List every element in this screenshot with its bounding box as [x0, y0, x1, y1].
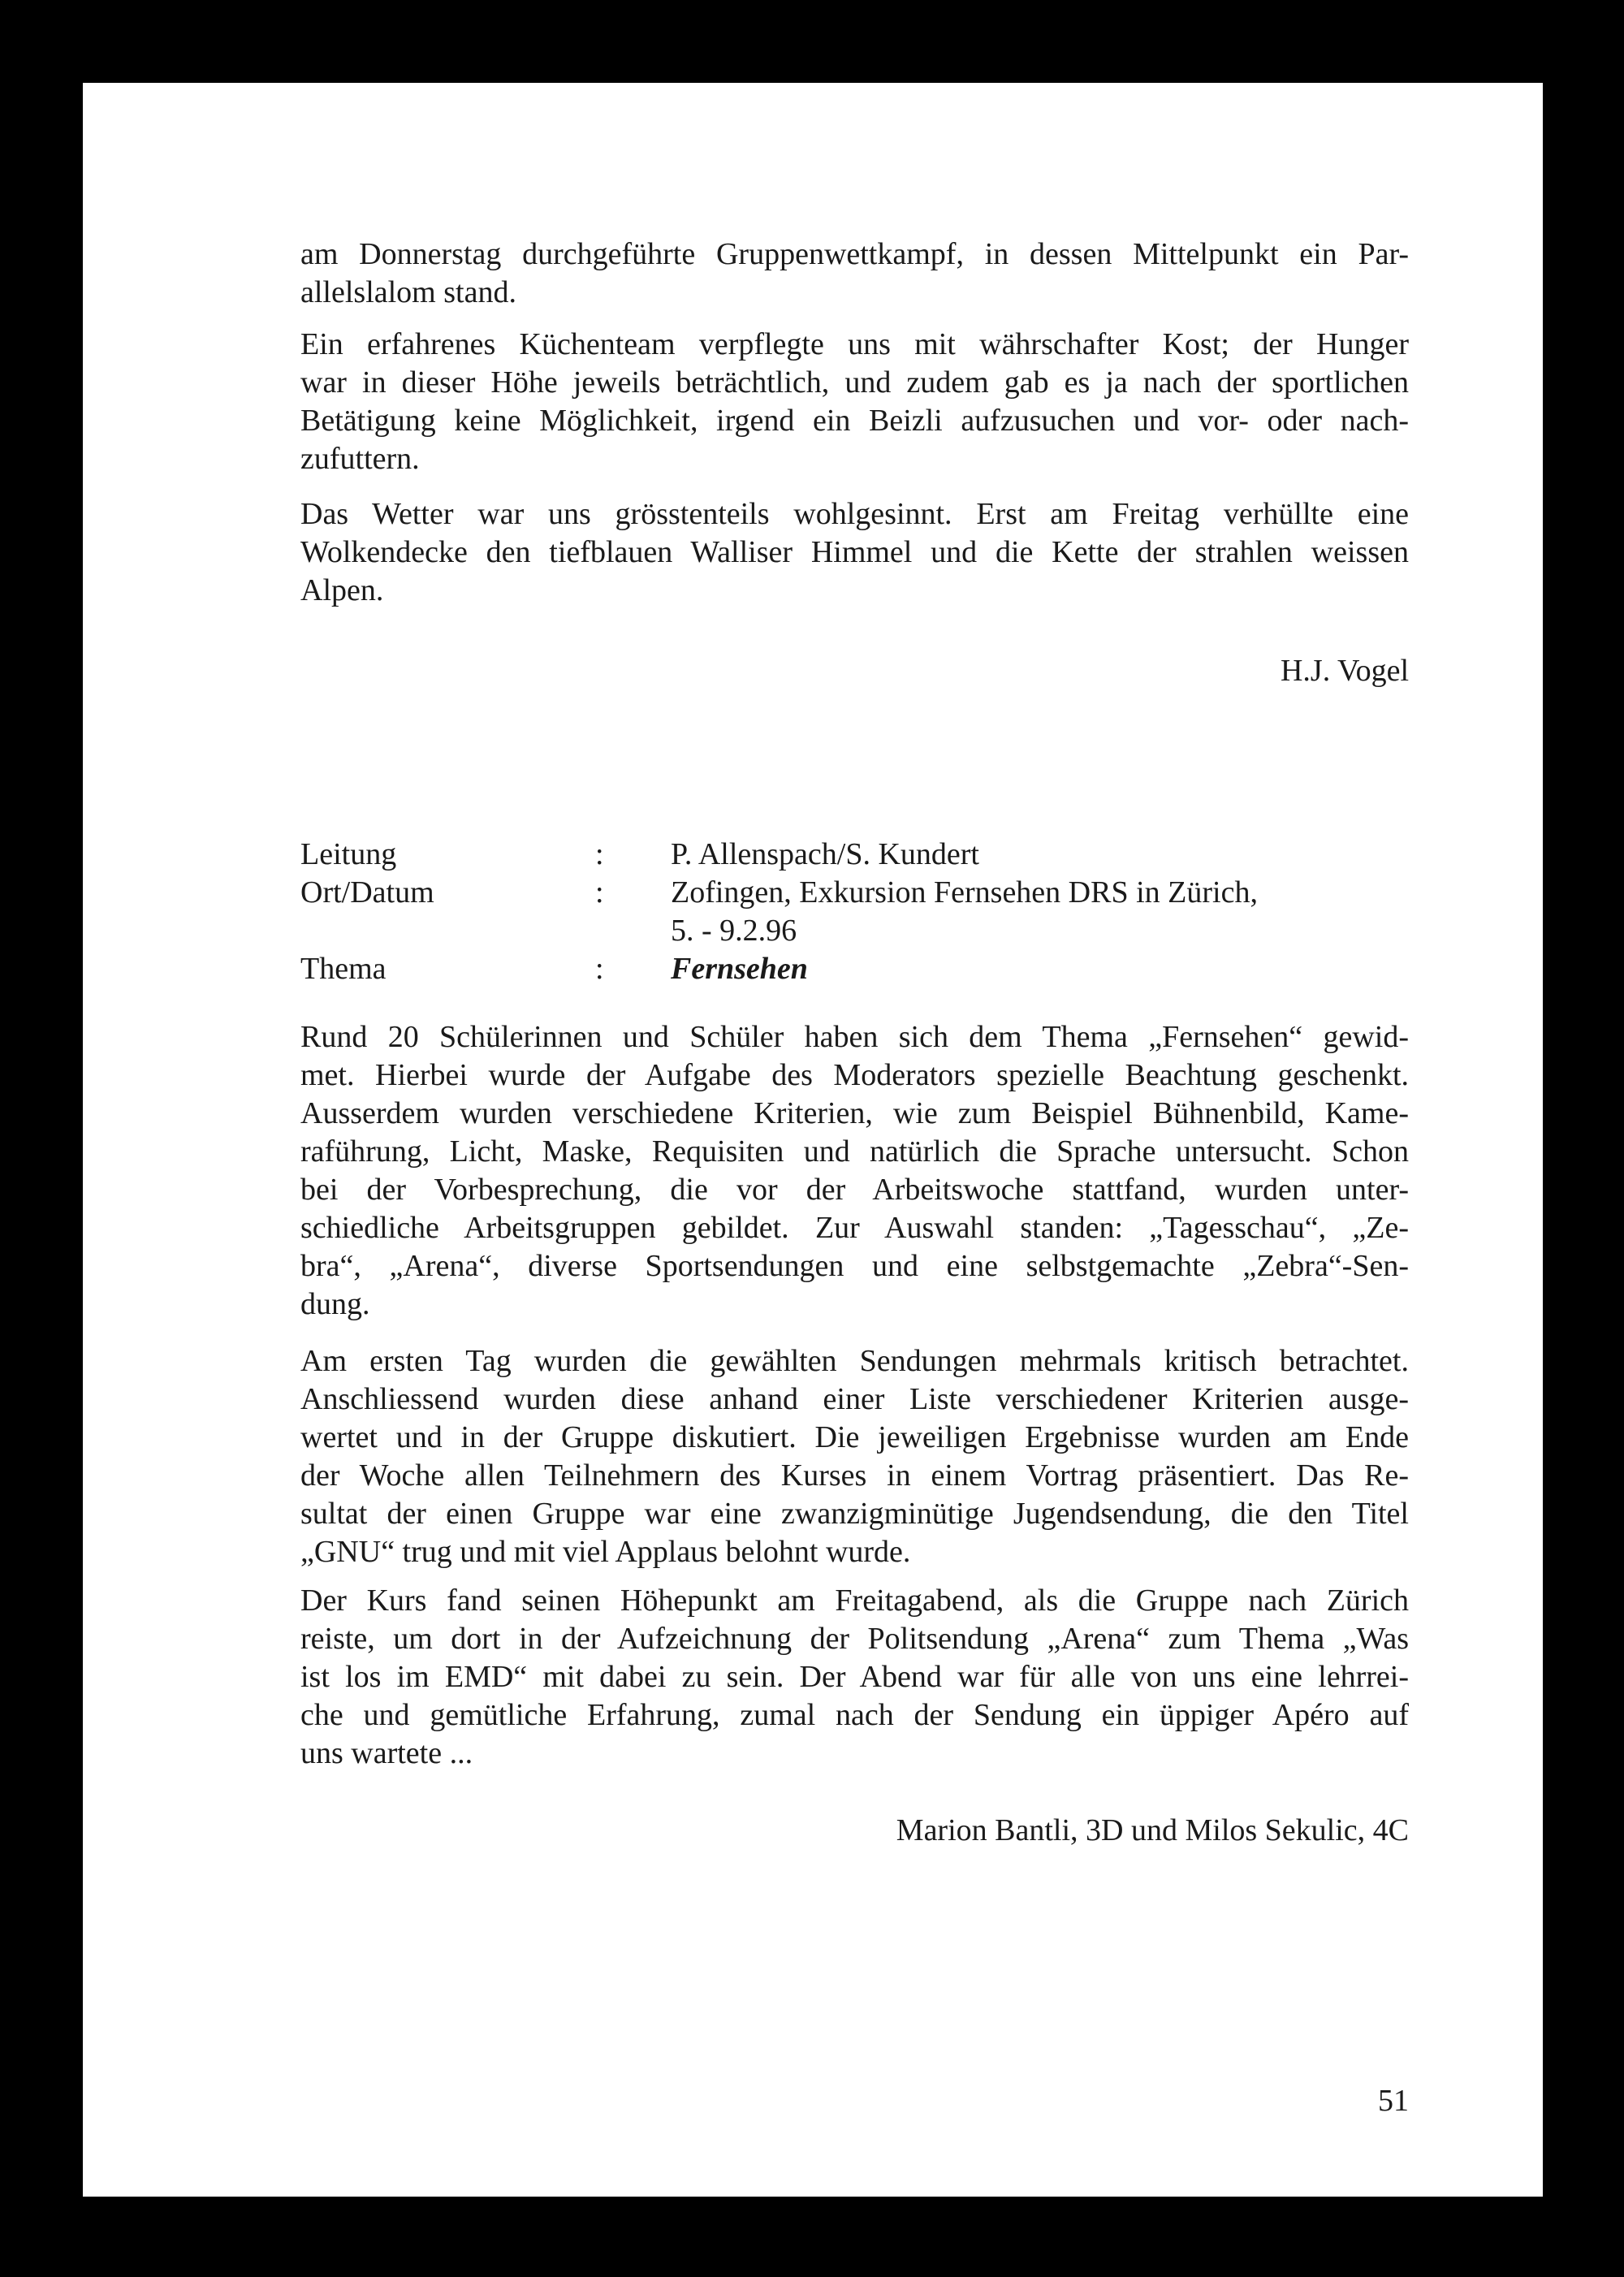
paragraph: [300, 1342, 1409, 1571]
text-line: war in dieser Höhe jeweils beträchtlich, und zudem gab es ja nach der sportlichen: [300, 365, 1409, 400]
paragraph: [300, 1582, 1409, 1773]
info-value: Zofingen, Exkursion Fernsehen DRS in Zürich,: [671, 875, 1258, 910]
info-value: P. Allenspach/S. Kundert: [671, 837, 979, 871]
text-line: schiedliche Arbeitsgruppen gebildet. Zur Auswahl standen: „Tagesschau“, „Ze-: [300, 1211, 1409, 1245]
info-colon: :: [595, 875, 604, 910]
info-value: Fernsehen: [671, 952, 808, 986]
author-signature: H.J. Vogel: [1280, 654, 1409, 688]
document-page: [83, 83, 1543, 2197]
paragraph: [300, 326, 1409, 478]
paragraph: [300, 1018, 1409, 1324]
text-line: Anschliessend wurden diese anhand einer Liste verschiedener Kriterien ausge-: [300, 1382, 1409, 1416]
text-line: Ausserdem wurden verschiedene Kriterien, wie zum Beispiel Bühnenbild, Kame-: [300, 1096, 1409, 1130]
text-line: Betätigung keine Möglichkeit, irgend ein Beizli aufzusuchen und vor- oder nach-: [300, 404, 1409, 438]
text-line: Alpen.: [300, 573, 384, 607]
info-label: Thema: [300, 952, 387, 986]
info-colon: :: [595, 952, 604, 986]
text-line: am Donnerstag durchgeführte Gruppenwettkampf, in dessen Mittelpunkt ein Par-: [300, 237, 1409, 271]
text-line: ist los im EMD“ mit dabei zu sein. Der Abend war für alle von uns eine lehrrei-: [300, 1660, 1409, 1694]
text-line: uns wartete ...: [300, 1736, 473, 1770]
text-line: „GNU“ trug und mit viel Applaus belohnt wurde.: [300, 1535, 911, 1569]
text-line: Wolkendecke den tiefblauen Walliser Himmel und die Kette der strahlen weissen: [300, 535, 1409, 569]
info-label: Leitung: [300, 837, 397, 871]
text-line: Rund 20 Schülerinnen und Schüler haben sich dem Thema „Fernsehen“ gewid-: [300, 1020, 1409, 1054]
paragraph: [300, 495, 1409, 610]
text-line: Am ersten Tag wurden die gewählten Sendungen mehrmals kritisch betrachtet.: [300, 1344, 1409, 1378]
author-signature: Marion Bantli, 3D und Milos Sekulic, 4C: [896, 1813, 1409, 1847]
paragraph: [300, 235, 1409, 312]
text-line: raführung, Licht, Maske, Requisiten und natürlich die Sprache untersucht. Schon: [300, 1134, 1409, 1169]
text-line: Das Wetter war uns grösstenteils wohlgesinnt. Erst am Freitag verhüllte eine: [300, 497, 1409, 531]
info-colon: :: [595, 837, 604, 871]
text-line: sultat der einen Gruppe war eine zwanzigminütige Jugendsendung, die den Titel: [300, 1497, 1409, 1531]
text-line: met. Hierbei wurde der Aufgabe des Moderators spezielle Beachtung geschenkt.: [300, 1058, 1409, 1092]
info-value: 5. - 9.2.96: [671, 914, 797, 948]
text-line: dung.: [300, 1287, 370, 1321]
text-line: Ein erfahrenes Küchenteam verpflegte uns mit währschafter Kost; der Hunger: [300, 327, 1409, 361]
text-line: bei der Vorbesprechung, die vor der Arbeitswoche stattfand, wurden unter-: [300, 1173, 1409, 1207]
text-line: zufuttern.: [300, 442, 420, 476]
text-line: allelslalom stand.: [300, 275, 516, 309]
info-label: Ort/Datum: [300, 875, 434, 910]
text-line: wertet und in der Gruppe diskutiert. Die jeweiligen Ergebnisse wurden am Ende: [300, 1420, 1409, 1454]
page-number: 51: [1378, 2084, 1409, 2118]
text-line: che und gemütliche Erfahrung, zumal nach der Sendung ein üppiger Apéro auf: [300, 1698, 1409, 1732]
text-line: der Woche allen Teilnehmern des Kurses in einem Vortrag präsentiert. Das Re-: [300, 1458, 1409, 1493]
text-line: Der Kurs fand seinen Höhepunkt am Freitagabend, als die Gruppe nach Zürich: [300, 1584, 1409, 1618]
text-line: reiste, um dort in der Aufzeichnung der Politsendung „Arena“ zum Thema „Was: [300, 1622, 1409, 1656]
text-line: bra“, „Arena“, diverse Sportsendungen und eine selbstgemachte „Zebra“-Sen-: [300, 1249, 1409, 1283]
